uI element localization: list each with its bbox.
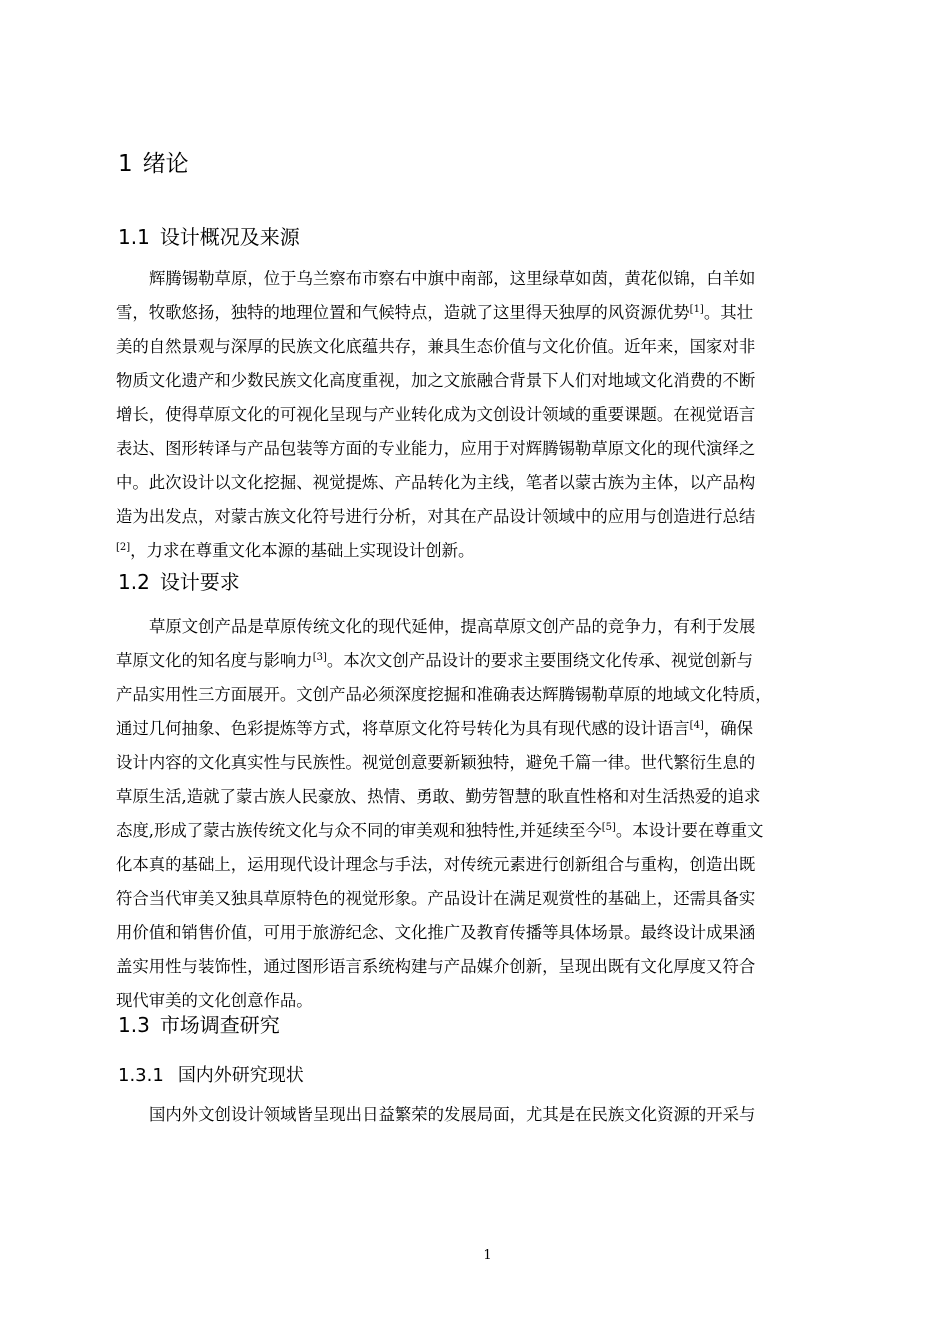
text-line: 国内外文创设计领域皆呈现出日益繁荣的发展局面，尤其是在民族文化资源的开采与 xyxy=(149,1105,756,1124)
text-line xyxy=(116,712,866,746)
section-heading-1-2 xyxy=(118,567,240,597)
text-line xyxy=(116,296,866,330)
text-span: 。其壮 xyxy=(703,303,754,322)
section-heading-1-3 xyxy=(118,1010,280,1040)
page-number: 1 xyxy=(483,1248,492,1263)
paragraph-research-status xyxy=(116,1098,866,1132)
chapter-title: 绪论 xyxy=(142,151,189,177)
section-heading-1-1 xyxy=(118,222,300,252)
text-line: 辉腾锡勒草原，位于乌兰察布市察右中旗中南部，这里绿草如茵，黄花似锦，白羊如 xyxy=(149,269,756,288)
text-line: 中。此次设计以文化挖掘、视觉提炼、产品转化为主线，笔者以蒙古族为主体，以产品构 xyxy=(116,473,756,492)
text-line: 化本真的基础上，运用现代设计理念与手法，对传统元素进行创新组合与重构，创造出既 xyxy=(116,855,756,874)
text-line: 现代审美的文化创意作品。 xyxy=(116,991,313,1010)
citation-1: [1] xyxy=(689,304,704,315)
citation-5: [5] xyxy=(601,822,616,833)
citation-4: [4] xyxy=(689,720,704,731)
text-line: 美的自然景观与深厚的民族文化底蕴共存，兼具生态价值与文化价值。近年来，国家对非 xyxy=(116,337,756,356)
section-title: 设计概况及来源 xyxy=(159,225,300,249)
subsection-heading-1-3-1 xyxy=(118,1062,304,1090)
section-title: 设计要求 xyxy=(159,570,240,594)
section-number: 1.2 xyxy=(118,570,150,594)
text-line xyxy=(116,814,866,848)
text-line: 盖实用性与装饰性，通过图形语言系统构建与产品媒介创新，呈现出既有文化厚度又符合 xyxy=(116,957,756,976)
text-line: 设计内容的文化真实性与民族性。视觉创意要新颖独特，避免千篇一律。世代繁衍生息的 xyxy=(116,753,756,772)
text-line: 草原文创产品是草原传统文化的现代延伸，提高草原文创产品的竞争力，有利于发展 xyxy=(149,617,756,636)
citation-3: [3] xyxy=(312,652,327,663)
text-span: ，确保 xyxy=(703,719,754,738)
text-span: 。本次文创产品设计的要求主要围绕文化传承、视觉创新与 xyxy=(326,651,754,670)
text-line: 物质文化遗产和少数民族文化高度重视，加之文旅融合背景下人们对地域文化消费的不断 xyxy=(116,371,756,390)
chapter-heading xyxy=(118,148,189,180)
text-line: 造为出发点，对蒙古族文化符号进行分析，对其在产品设计领域中的应用与创造进行总结 xyxy=(116,507,756,526)
text-line xyxy=(116,534,866,568)
text-line: 草原生活,造就了蒙古族人民豪放、热情、勇敢、勤劳智慧的耿直性格和对生活热爱的追求 xyxy=(116,787,761,806)
text-line: 增长，使得草原文化的可视化呈现与产业转化成为文创设计领域的重要课题。在视觉语言 xyxy=(116,405,756,424)
text-line: 表达、图形转译与产品包装等方面的专业能力，应用于对辉腾锡勒草原文化的现代演绎之 xyxy=(116,439,756,458)
text-line: 用价值和销售价值，可用于旅游纪念、文化推广及教育传播等具体场景。最终设计成果涵 xyxy=(116,923,756,942)
paragraph-design-requirements xyxy=(116,610,866,1018)
section-number: 1.3 xyxy=(118,1013,150,1037)
text-line: 产品实用性三方面展开。文创产品必须深度挖掘和准确表达辉腾锡勒草原的地域文化特质， xyxy=(116,685,772,704)
text-span: ，力求在尊重文化本源的基础上实现设计创新。 xyxy=(130,541,475,560)
text-span: 通过几何抽象、色彩提炼等方式，将草原文化符号转化为具有现代感的设计语言 xyxy=(116,719,690,738)
chapter-number: 1 xyxy=(118,151,133,177)
section-title: 市场调查研究 xyxy=(159,1013,280,1037)
text-span: 。本设计要在尊重文 xyxy=(615,821,764,840)
text-line: 符合当代审美又独具草原特色的视觉形象。产品设计在满足观赏性的基础上，还需具备实 xyxy=(116,889,756,908)
text-span: 雪，牧歌悠扬，独特的地理位置和气候特点，造就了这里得天独厚的风资源优势 xyxy=(116,303,690,322)
text-line xyxy=(116,644,866,678)
text-span: 草原文化的知名度与影响力 xyxy=(116,651,313,670)
section-number: 1.1 xyxy=(118,225,150,249)
citation-2: [2] xyxy=(116,542,131,553)
subsection-number: 1.3.1 xyxy=(118,1065,164,1086)
paragraph-design-overview xyxy=(116,262,866,568)
subsection-title: 国内外研究现状 xyxy=(177,1065,304,1086)
text-span: 态度,形成了蒙古族传统文化与众不同的审美观和独特性,并延续至今 xyxy=(116,821,602,840)
